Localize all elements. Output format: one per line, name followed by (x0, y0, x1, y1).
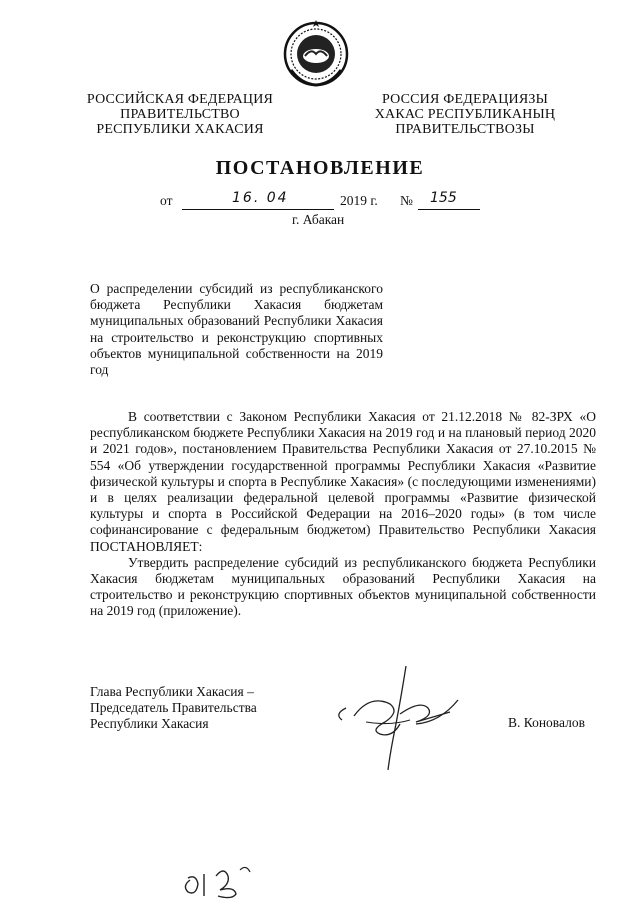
header-right-line-2: ХАКАС РЕСПУБЛИКАНЫҢ (374, 107, 556, 122)
number-label: № (400, 193, 413, 208)
signer-line-3: Республики Хакасия (90, 716, 209, 732)
signer-line-2: Председатель Правительства (90, 700, 257, 716)
handwritten-date: 16. 04 (232, 190, 289, 206)
body-paragraph-2: Утвердить распределение субсидий из республиканского бюджета Республики Хакасия бюджетам муниципальных образований Республики Хакасия на строительство и реконструкцию спортивных объектов муниципальной собственности на 2019 год (приложение). (90, 554, 596, 619)
date-prefix: от (160, 193, 173, 208)
handwritten-number: 155 (430, 190, 457, 206)
document-body (90, 409, 596, 620)
dateline (160, 190, 500, 213)
signer-name: В. Коновалов (508, 715, 585, 730)
city-label: г. Абакан (292, 212, 345, 227)
header-left-line-1: РОССИЙСКАЯ ФЕДЕРАЦИЯ (86, 92, 274, 107)
body-paragraph-1: В соответствии с Законом Республики Хакасия от 21.12.2018 № 82-ЗРХ «О республиканском бюджете Республики Хакасия на 2019 год и на плановый период 2020 и 2021 годов», постановлением Правительства Республики Хакасия от 27.10.2015 № 554 «Об утверждении государственной программы Республики Хакасия «Развитие физической культуры и спорта в Республике Хакасия» (с последующими изменениями) и в целях реализации федеральной целевой программы «Развитие физической культуры и спорта в Российской Федерации на 2016–2020 годы» (в том числе софинансирование с федеральным бюджетом) Правительство Республики Хакасия ПОСТАНОВЛЯЕТ: (90, 409, 596, 554)
date-underline (182, 209, 334, 210)
header-left-line-3: РЕСПУБЛИКИ ХАКАСИЯ (96, 122, 264, 137)
document-title: ПОСТАНОВЛЕНИЕ (215, 157, 425, 179)
signer-line-1: Глава Республики Хакасия – (90, 684, 254, 699)
coat-of-arms-emblem-icon (281, 18, 351, 88)
number-underline (418, 209, 480, 210)
header-right-line-1: РОССИЯ ФЕДЕРАЦИЯЗЫ (381, 92, 549, 107)
handwritten-signature-icon (330, 664, 480, 774)
header-left-line-2: ПРАВИТЕЛЬСТВО (120, 107, 240, 122)
year-label: 2019 г. (340, 193, 378, 208)
header-right-line-3: ПРАВИТЕЛЬСТВОЗЫ (395, 122, 535, 137)
handwritten-page-mark-icon (180, 860, 260, 900)
document-subject: О распределении субсидий из республиканского бюджета Республики Хакасия бюджетам муниципальных образований Республики Хакасия на строительство и реконструкцию спортивных объектов муниципальной собственности на 2019 год (90, 281, 383, 378)
header-right-block (360, 92, 570, 137)
signer-position (90, 684, 257, 733)
header-left-block (80, 92, 280, 137)
